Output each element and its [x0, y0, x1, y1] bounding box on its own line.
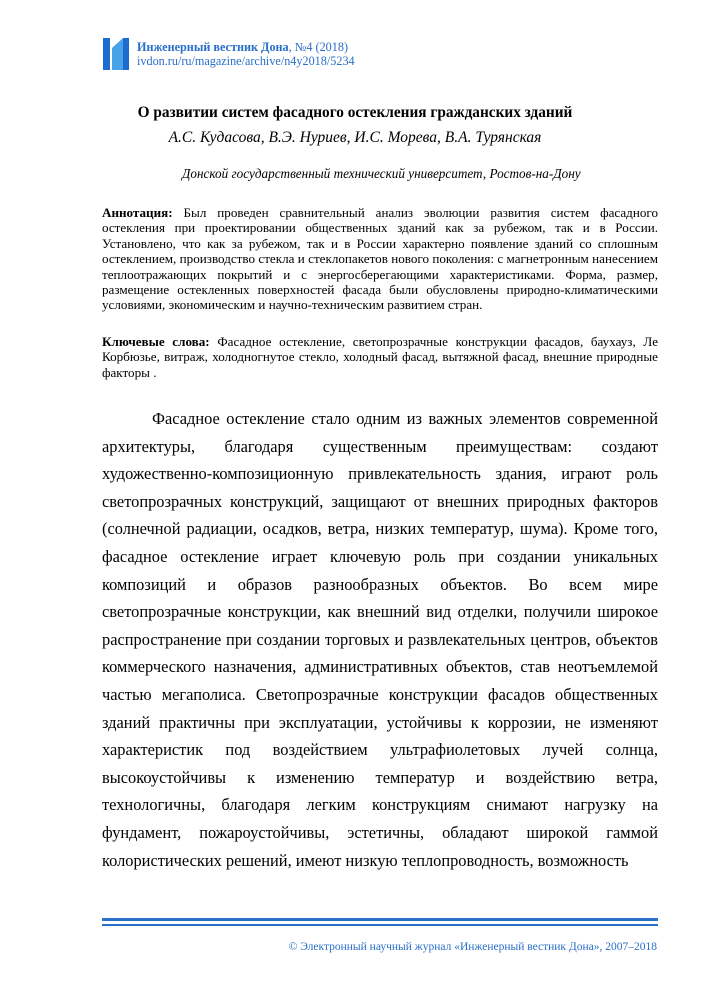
abstract	[102, 205, 658, 313]
article-title: О развитии систем фасадного остекления гражданских зданий	[137, 104, 573, 121]
journal-name: Инженерный вестник Дона	[137, 40, 289, 54]
keywords-label: Ключевые слова:	[102, 334, 210, 349]
footer-copyright: © Электронный научный журнал «Инженерный вестник Дона», 2007–2018	[288, 941, 657, 953]
article-affiliation: Донской государственный технический университет, Ростов-на-Дону	[182, 166, 581, 181]
article-url[interactable]: ivdon.ru/ru/magazine/archive/n4y2018/5234	[137, 54, 355, 68]
footer-divider	[102, 918, 658, 926]
keywords	[102, 334, 658, 380]
body-paragraph: Фасадное остекление стало одним из важных элементов современной архитектуры, благодаря существенным преимуществам: создают художественно-композиционную привлекательность здания, играют роль светопрозрачных конструкций, защищают от внешних природных факторов (солнечной радиации, осадков, ветра, низких температур, шума). Кроме того, фасадное остекление играет ключевую роль при создании уникальных композиций и образов разнообразных объектов. Во всем мире светопрозрачные конструкции, как внешний вид отделки, получили широкое распространение при создании торговых и развлекательных центров, объектов коммерческого назначения, административных объектов, став неотъемлемой частью мегаполиса. Светопрозрачные конструкции фасадов общественных зданий практичны при эксплуатации, устойчивы к коррозии, не изменяют характеристик под воздействием ультрафиолетовых лучей солнца, высокоустойчивы к изменению температур и воздействию ветра, технологичны, благодаря легким конструкциям снимают нагрузку на фундамент, пожароустойчивы, эстетичны, обладают широкой гаммой колористических решений, имеют низкую теплопроводность, возможность	[102, 409, 658, 870]
journal-logo-icon	[103, 36, 129, 70]
abstract-label: Аннотация:	[102, 205, 173, 220]
abstract-text: Был проведен сравнительный анализ эволюции развития систем фасадного остекления при проектировании общественных зданий как за рубежом, так и в России. Установлено, что как за рубежом, так и в России характерно появление зданий со сплошным остеклением, производство стекла и стеклопакетов нового поколения: с магнетронным нанесением теплоотражающих покрытий и с энергосберегающими характеристиками. Форма, размер, размещение остекленных поверхностей фасада были обусловлены природно-климатическими условиями, экономическим и научно-техническим развитием стран.	[102, 205, 658, 313]
keywords-text: Фасадное остекление, светопрозрачные конструкции фасадов, баухауз, Ле Корбюзье, витраж, холодногнутое стекло, холодный фасад, вытяжной фасад, внешние природные факторы .	[102, 334, 659, 380]
article-authors: А.С. Кудасова, В.Э. Нуриев, И.С. Морева, В.А. Турянская	[168, 129, 542, 146]
journal-issue: , №4 (2018)	[288, 40, 349, 54]
journal-info	[137, 40, 355, 68]
